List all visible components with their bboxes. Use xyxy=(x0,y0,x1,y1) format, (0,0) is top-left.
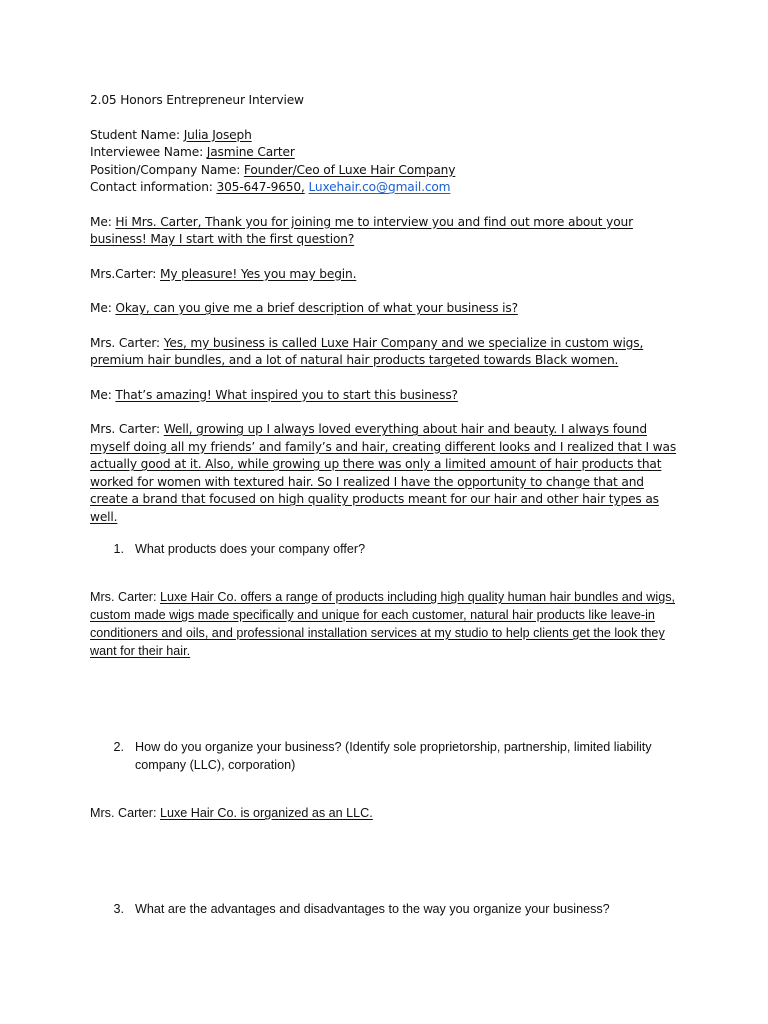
student-info-block xyxy=(90,127,684,197)
speaker-label: Me: xyxy=(90,301,116,315)
contact-email-link[interactable]: Luxehair.co@gmail.com xyxy=(308,180,451,194)
contact-phone: 305-647-9650, xyxy=(216,180,305,194)
dialogue-text: Hi Mrs. Carter, Thank you for joining me to interview you and find out more about your business! May I start with the first question? xyxy=(90,214,633,246)
student-name-line xyxy=(90,127,684,145)
speaker-label: Mrs. Carter: xyxy=(90,806,160,820)
dialogue-paragraph xyxy=(90,214,684,249)
contact-line xyxy=(90,179,684,197)
position-value: Founder/Ceo of Luxe Hair Company xyxy=(243,162,456,177)
position-line xyxy=(90,162,684,180)
answer-text: Luxe Hair Co. is organized as an LLC. xyxy=(159,806,373,820)
question-number: 2. xyxy=(113,740,124,754)
question-item xyxy=(90,900,684,918)
interviewee-name-line xyxy=(90,144,684,162)
speaker-label: Mrs.Carter: xyxy=(90,266,160,281)
speaker-label: Me: xyxy=(90,214,116,229)
answer-paragraph xyxy=(90,588,684,660)
answer-paragraph xyxy=(90,804,684,822)
dialogue-paragraph xyxy=(90,421,684,526)
student-name-value: Julia Joseph xyxy=(183,127,252,142)
question-item xyxy=(90,738,684,774)
position-label: Position/Company Name: xyxy=(90,162,244,177)
dialogue-paragraph xyxy=(90,387,684,405)
dialogue-paragraph xyxy=(90,335,684,370)
speaker-label: Mrs. Carter: xyxy=(90,590,160,604)
contact-label: Contact information: xyxy=(90,180,217,194)
interviewee-name-label: Interviewee Name: xyxy=(90,145,207,159)
dialogue-text: Yes, my business is called Luxe Hair Company and we specialize in custom wigs, premium hair bundles, and a lot of natural hair products targeted towards Black women. xyxy=(90,335,644,367)
speaker-label: Mrs. Carter: xyxy=(90,422,164,436)
dialogue-paragraph xyxy=(90,300,684,318)
student-name-label: Student Name: xyxy=(90,127,184,142)
question-item xyxy=(90,540,684,558)
speaker-label: Mrs. Carter: xyxy=(90,335,164,350)
dialogue-text: That’s amazing! What inspired you to start this business? xyxy=(115,387,458,402)
interviewee-name-value: Jasmine Carter xyxy=(206,145,295,159)
dialogue-text: My pleasure! Yes you may begin. xyxy=(160,266,357,281)
answer-text: Luxe Hair Co. offers a range of products including high quality human hair bundles and wigs, custom made wigs made specifically and unique for each customer, natural hair products like leave-in conditioners and oils, and professional installation services at my studio to help clients get the look they want for their hair. xyxy=(90,590,675,658)
document-title: 2.05 Honors Entrepreneur Interview xyxy=(90,93,304,107)
question-number: 3. xyxy=(113,902,124,916)
speaker-label: Me: xyxy=(90,387,116,402)
question-number: 1. xyxy=(113,542,124,556)
question-text: What are the advantages and disadvantages to the way you organize your business? xyxy=(135,902,610,916)
dialogue-text: Okay, can you give me a brief description of what your business is? xyxy=(115,301,518,315)
dialogue-paragraph xyxy=(90,266,684,284)
dialogue-text: Well, growing up I always loved everything about hair and beauty. I always found myself doing all my friends’ and family’s and hair, creating different looks and I realized that I was actually good at it. Also, while growing up there was only a limited amount of hair products that worked for women with textured hair. So I realized I have the opportunity to change that and create a brand that focused on high quality products meant for our hair and other hair types as well. xyxy=(90,422,677,524)
question-text: What products does your company offer? xyxy=(135,542,366,556)
question-text: How do you organize your business? (Identify sole proprietorship, partnership, limited liability company (LLC), corporation) xyxy=(135,740,652,772)
